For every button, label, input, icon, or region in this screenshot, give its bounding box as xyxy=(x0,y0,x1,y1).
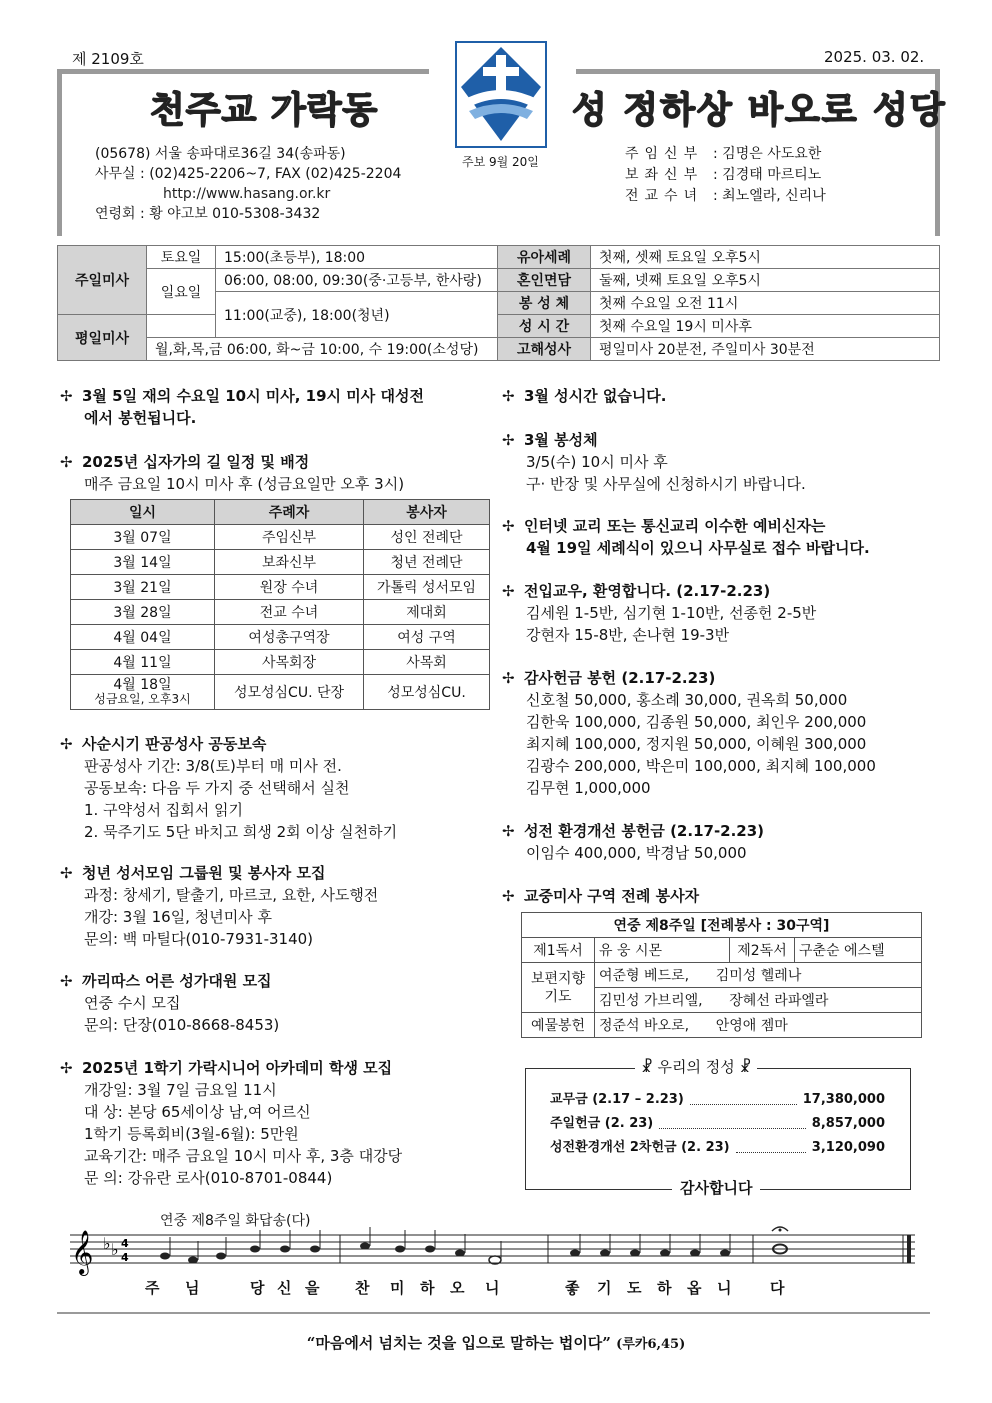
table-row xyxy=(71,575,490,600)
prayer-label: 보편지향 기도 xyxy=(522,963,595,1013)
offering-rows xyxy=(550,1088,885,1160)
parish-info xyxy=(95,144,401,224)
cell: 주임신부 xyxy=(215,525,364,550)
lyric-syllable: 신 xyxy=(277,1279,292,1297)
cross-icon: ✢ xyxy=(502,517,515,535)
notice-line: 구· 반장 및 사무실에 신청하시기 바랍니다. xyxy=(526,475,806,493)
offering-row xyxy=(550,1112,885,1136)
cell xyxy=(71,675,215,710)
clergy-name: : 최노엘라, 신리나 xyxy=(713,188,826,204)
notice-heading: 청년 성서모임 그룹원 및 봉사자 모집 xyxy=(82,864,326,882)
offering-row-label: 교무금 (2.17 – 2.23) xyxy=(550,1092,684,1107)
notice-line: 대 상: 본당 65세이상 남,여 어르신 xyxy=(84,1103,311,1121)
stations-schedule-table xyxy=(70,499,490,710)
notice-heading: 4월 19일 세례식이 있으니 사무실로 접수 바랍니다. xyxy=(526,539,870,557)
notice-line: 강현자 15-8반, 손나현 19-3반 xyxy=(526,626,730,644)
lyric-syllable: 니 xyxy=(485,1279,500,1297)
saturday-label: 토요일 xyxy=(147,246,216,269)
psalm-lyrics xyxy=(145,1277,805,1299)
lyric-syllable: 도 xyxy=(627,1279,642,1297)
lent-penance-notice xyxy=(60,733,500,843)
cross-icon: ✢ xyxy=(60,864,73,882)
table-row xyxy=(71,675,490,710)
lyric-syllable: 주 xyxy=(145,1279,160,1297)
choir-notice xyxy=(60,970,500,1036)
header-rule-left xyxy=(57,69,429,74)
offering-thanks: 감사합니다 xyxy=(672,1177,760,1198)
cross-icon: ✢ xyxy=(502,387,515,405)
lyric-syllable: 찬 xyxy=(355,1279,370,1297)
notice-heading: 3월 봉성체 xyxy=(524,431,598,449)
cell: 사목회장 xyxy=(215,650,364,675)
notice-heading: 인터넷 교리 또는 통신교리 이수한 예비신자는 xyxy=(524,517,826,535)
offering-names: 정준석 바오로, 안영애 젬마 xyxy=(595,1013,922,1038)
cross-icon: ✢ xyxy=(60,735,73,753)
column-header: 일시 xyxy=(71,500,215,525)
header-rule-right xyxy=(576,69,940,74)
cell: 3월 14일 xyxy=(71,550,215,575)
sunday-times-2: 11:00(교중), 18:00(청년) xyxy=(216,292,498,338)
notice-line: 2. 묵주기도 5단 바치고 희생 2회 이상 실천하기 xyxy=(84,823,398,841)
notice-line: 김한욱 100,000, 김종원 50,000, 최인우 200,000 xyxy=(526,713,867,731)
cell: 3월 07일 xyxy=(71,525,215,550)
notice-line: 공동보속: 다음 두 가지 중 선택해서 실천 xyxy=(84,779,350,797)
liturgy-servers-table xyxy=(521,912,922,1038)
title-right: 성 정하상 바오로 성당 xyxy=(572,90,947,131)
offering-row-label: 주일헌금 (2. 23) xyxy=(550,1116,654,1131)
issue-date: 2025. 03. 02. xyxy=(824,48,925,66)
notice-line: 김무현 1,000,000 xyxy=(526,779,651,797)
table-row xyxy=(71,650,490,675)
mass-schedule-table xyxy=(57,245,940,361)
address: (05678) 서울 송파대로36길 34(송파동) xyxy=(95,146,346,162)
catechumen-notice xyxy=(502,515,942,559)
cell: 성모성심CU. 단장 xyxy=(215,675,364,710)
notice-line: 교육기간: 매주 금요일 10시 미사 후, 3층 대강당 xyxy=(84,1147,403,1165)
lyric-syllable: 미 xyxy=(390,1279,405,1297)
notice-line: 매주 금요일 10시 미사 후 (성금요일만 오후 3시) xyxy=(84,475,405,493)
reading2-name: 구춘순 에스텔 xyxy=(795,938,922,963)
psalm-staff xyxy=(65,1225,920,1285)
weekday-times: 월,화,목,금 06:00, 화~금 10:00, 수 19:00(소성당) xyxy=(147,338,498,361)
federation-contact: 연령회 : 황 야고보 010-5308-3432 xyxy=(95,206,321,222)
footer-rule xyxy=(57,1312,930,1314)
sched-right-value: 평일미사 20분전, 주일미사 30분전 xyxy=(591,338,940,361)
bulletin-note: 주보 9월 20일 xyxy=(462,155,539,169)
cell: 청년 전례단 xyxy=(364,550,490,575)
sched-right-value: 첫째 수요일 오전 11시 xyxy=(591,292,940,315)
cross-icon: ✢ xyxy=(502,822,515,840)
svg-text:𝄞: 𝄞 xyxy=(71,1230,94,1274)
saturday-times: 15:00(초등부), 18:00 xyxy=(216,246,498,269)
cell: 원장 수녀 xyxy=(215,575,364,600)
table-row xyxy=(71,525,490,550)
sunday-times-1: 06:00, 08:00, 09:30(중·고등부, 한사랑) xyxy=(216,269,498,292)
notice-heading: 전입교우, 환영합니다. (2.17-2.23) xyxy=(524,582,771,600)
cross-icon: ✢ xyxy=(502,887,515,905)
svg-text:♭: ♭ xyxy=(111,1240,119,1259)
offering-title-text: 우리의 정성 xyxy=(657,1058,735,1076)
liturgy-servers-notice xyxy=(502,885,942,907)
cell: 4월 04일 xyxy=(71,625,215,650)
svg-text:4: 4 xyxy=(121,1237,129,1250)
clergy-label: 보좌신부 xyxy=(625,167,704,183)
notice-line: 3/5(수) 10시 미사 후 xyxy=(526,453,668,471)
notice-line: 신호철 50,000, 홍소례 30,000, 권옥희 50,000 xyxy=(526,691,848,709)
cross-icon: ✢ xyxy=(60,387,73,405)
chi-rho-icon: ☧ xyxy=(739,1058,752,1076)
cell: 성모성심CU. xyxy=(364,675,490,710)
website-link[interactable] xyxy=(95,184,401,204)
cell: 사목회 xyxy=(364,650,490,675)
parish-logo xyxy=(455,41,547,148)
notice-line: 이임수 400,000, 박경남 50,000 xyxy=(526,844,747,862)
notice-line: 문의: 단장(010-8668-8453) xyxy=(84,1016,280,1034)
weekday-mass-label: 평일미사 xyxy=(58,315,147,361)
notice-line: 판공성사 기간: 3/8(토)부터 매 미사 전. xyxy=(84,757,342,775)
clergy-row xyxy=(625,186,826,207)
quote-reference: (루카6,45) xyxy=(616,1337,686,1352)
cell-line: 성금요일, 오후3시 xyxy=(94,692,191,706)
table-row xyxy=(71,625,490,650)
notice-heading: 성전 환경개선 봉헌금 (2.17-2.23) xyxy=(524,822,765,840)
lyric-syllable: 하 xyxy=(420,1279,435,1297)
sched-right-value: 첫째 수요일 19시 미사후 xyxy=(591,315,940,338)
sched-right-label: 혼인면담 xyxy=(498,269,591,292)
holy-hour-notice xyxy=(502,385,942,407)
lyric-syllable: 오 xyxy=(450,1279,465,1297)
table-row xyxy=(71,550,490,575)
offering-title xyxy=(635,1056,757,1077)
offering-row-label: 성전환경개선 2차헌금 (2. 23) xyxy=(550,1140,730,1155)
offering-row xyxy=(550,1088,885,1112)
offering-row-amount: 17,380,000 xyxy=(802,1092,885,1107)
notice-heading: 까리따스 어른 성가대원 모집 xyxy=(82,972,272,990)
lyric-syllable: 좋 xyxy=(565,1279,580,1297)
lyric-syllable: 니 xyxy=(717,1279,732,1297)
clergy-name: : 김명은 사도요한 xyxy=(713,146,822,162)
notice-line: 최지혜 100,000, 정지원 50,000, 이혜원 300,000 xyxy=(526,735,867,753)
notice-line: 김광수 200,000, 박은미 100,000, 최지혜 100,000 xyxy=(526,757,876,775)
sched-right-label: 고해성사 xyxy=(498,338,591,361)
notice-line: 문의: 백 마틸다(010-7931-3140) xyxy=(84,930,314,948)
stations-of-cross-notice xyxy=(60,451,500,495)
sunday-mass-label: 주일미사 xyxy=(58,246,147,315)
notice-heading: 3월 5일 재의 수요일 10시 미사, 19시 미사 대성전 xyxy=(82,387,424,405)
notice-line: 연중 수시 모집 xyxy=(84,994,181,1012)
footer-quote xyxy=(0,1332,992,1353)
offering-label: 예물봉헌 xyxy=(522,1013,595,1038)
reading1-label: 제1독서 xyxy=(522,938,595,963)
table-row xyxy=(71,600,490,625)
cross-icon: ✢ xyxy=(60,1059,73,1077)
academy-notice xyxy=(60,1057,500,1189)
lyric-syllable: 다 xyxy=(770,1279,785,1297)
notice-line: 개강: 3월 16일, 청년미사 후 xyxy=(84,908,272,926)
issue-number: 제 2109호 xyxy=(72,50,144,68)
notice-heading: 3월 성시간 없습니다. xyxy=(524,387,667,405)
cell: 전교 수녀 xyxy=(215,600,364,625)
thanks-offering-notice xyxy=(502,667,942,799)
svg-text:4: 4 xyxy=(121,1251,129,1264)
cross-icon: ✢ xyxy=(502,669,515,687)
cell: 가톨릭 성서모임 xyxy=(364,575,490,600)
office-phone: 사무실 : (02)425-2206~7, FAX (02)425-2204 xyxy=(95,166,402,182)
notice-heading: 에서 봉헌됩니다. xyxy=(84,409,197,427)
clergy-row xyxy=(625,165,826,186)
lyric-syllable: 당 xyxy=(250,1279,265,1297)
notice-line: 문 의: 강유란 로사(010-8701-0844) xyxy=(84,1169,333,1187)
cell: 여성 구역 xyxy=(364,625,490,650)
sched-right-value: 첫째, 셋째 토요일 오후5시 xyxy=(591,246,940,269)
clergy-label: 주임신부 xyxy=(625,146,704,162)
notice-heading: 교중미사 구역 전례 봉사자 xyxy=(524,887,700,905)
website-url[interactable]: http://www.hasang.or.kr xyxy=(163,186,331,202)
prayer-names: 여준형 베드로, 김미성 헬레나 xyxy=(595,963,922,988)
header-rule-left-vertical xyxy=(57,69,62,236)
cell: 여성총구역장 xyxy=(215,625,364,650)
cell: 4월 11일 xyxy=(71,650,215,675)
notice-heading: 감사헌금 봉헌 (2.17-2.23) xyxy=(524,669,716,687)
column-header: 봉사자 xyxy=(364,500,490,525)
youth-bible-notice xyxy=(60,862,500,950)
lyric-syllable: 기 xyxy=(597,1279,612,1297)
lyric-syllable: 을 xyxy=(305,1279,320,1297)
cell: 보좌신부 xyxy=(215,550,364,575)
sched-right-label: 봉 성 체 xyxy=(498,292,591,315)
cell: 성인 전례단 xyxy=(364,525,490,550)
notice-line: 개강일: 3월 7일 금요일 11시 xyxy=(84,1081,277,1099)
liturgy-title: 연중 제8주일 [전례봉사 : 30구역] xyxy=(522,913,922,938)
prayer-names: 김민성 가브리엘, 장혜선 라파엘라 xyxy=(595,988,922,1013)
clergy-label: 전교수녀 xyxy=(625,188,704,204)
parish-logo-icon xyxy=(455,41,547,148)
offering-row xyxy=(550,1136,885,1160)
lyric-syllable: 님 xyxy=(185,1279,200,1297)
psalm-title: 연중 제8주일 화답송(다) xyxy=(160,1213,311,1229)
renovation-offering-notice xyxy=(502,820,942,864)
offering-row-amount: 8,857,000 xyxy=(811,1116,885,1131)
cross-icon: ✢ xyxy=(60,972,73,990)
reading2-label: 제2독서 xyxy=(730,938,795,963)
notice-heading: 2025년 십자가의 길 일정 및 배정 xyxy=(82,453,310,471)
sunday-label: 일요일 xyxy=(147,269,216,315)
offering-row-amount: 3,120,090 xyxy=(811,1140,885,1155)
notice-heading: 2025년 1학기 가락시니어 아카데미 학생 모집 xyxy=(82,1059,393,1077)
svg-text:♭: ♭ xyxy=(103,1234,111,1253)
cell: 3월 28일 xyxy=(71,600,215,625)
cross-icon: ✢ xyxy=(502,582,515,600)
reading1-name: 유 웅 시몬 xyxy=(595,938,730,963)
cross-icon: ✢ xyxy=(502,431,515,449)
clergy-row xyxy=(625,144,826,165)
notice-line: 김세원 1-5반, 심기현 1-10반, 선종헌 2-5반 xyxy=(526,604,817,622)
music-staff-icon xyxy=(65,1225,920,1285)
welcome-notice xyxy=(502,580,942,646)
title-left: 천주교 가락동 xyxy=(150,90,379,131)
notice-line: 1. 구약성서 집회서 읽기 xyxy=(84,801,244,819)
sched-right-label: 유아세례 xyxy=(498,246,591,269)
clergy-name: : 김경태 마르티노 xyxy=(713,167,822,183)
column-header: 주례자 xyxy=(215,500,364,525)
communion-notice xyxy=(502,429,942,495)
sched-right-value: 둘째, 넷째 토요일 오후5시 xyxy=(591,269,940,292)
clergy-list xyxy=(625,144,826,207)
cell-line: 4월 18일 xyxy=(113,677,172,693)
notice-line: 1학기 등록회비(3월-6월): 5만원 xyxy=(84,1125,299,1143)
cross-icon: ✢ xyxy=(60,453,73,471)
lyric-syllable: 옵 xyxy=(687,1279,702,1297)
quote-text: “마음에서 넘치는 것을 입으로 말하는 법이다” xyxy=(306,1334,611,1352)
cell: 3월 21일 xyxy=(71,575,215,600)
sched-right-label: 성 시 간 xyxy=(498,315,591,338)
notice-heading: 사순시기 판공성사 공동보속 xyxy=(82,735,267,753)
ash-wednesday-notice xyxy=(60,385,500,429)
lyric-syllable: 하 xyxy=(657,1279,672,1297)
chi-rho-icon: ☧ xyxy=(641,1058,653,1076)
cell: 제대회 xyxy=(364,600,490,625)
notice-line: 과정: 창세기, 탈출기, 마르코, 요한, 사도행전 xyxy=(84,886,379,904)
